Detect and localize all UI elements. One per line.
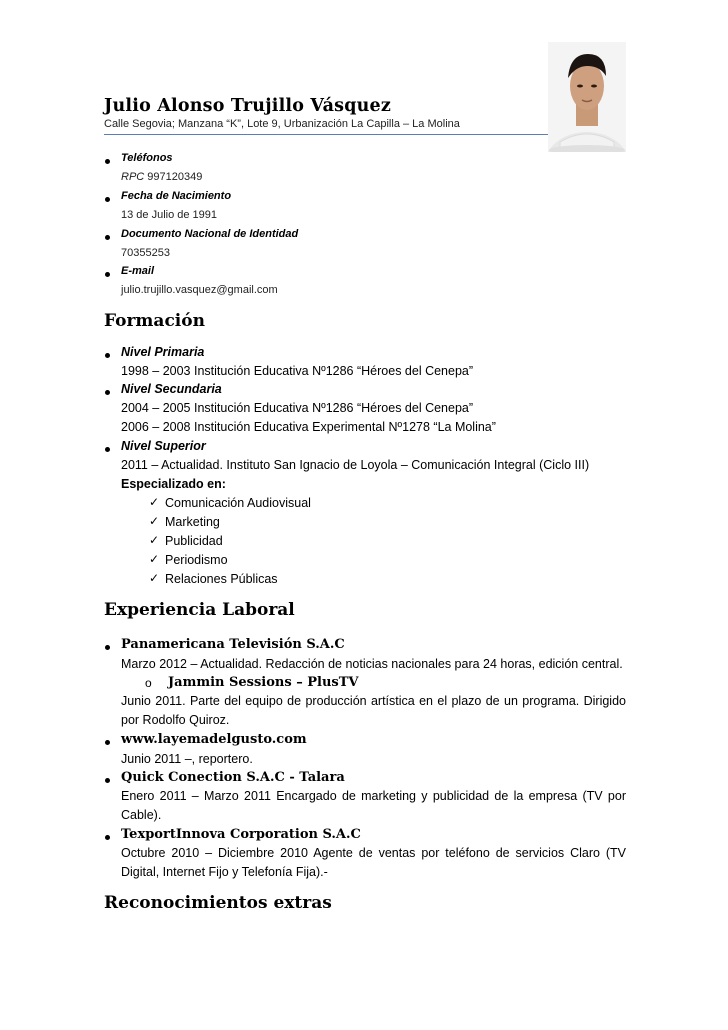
job-2-title: www.layemadelgusto.com: [121, 732, 307, 747]
bullet-icon: [104, 834, 112, 842]
specialty-item: Periodismo: [165, 553, 228, 567]
secondary-label: Nivel Secundaria: [121, 382, 222, 396]
specialty-item: Publicidad: [165, 534, 223, 548]
secondary-line-1: 2004 – 2005 Institución Educativa Nº1286 “Héroes del Cenepa”: [121, 401, 474, 415]
bullet-icon: [104, 158, 112, 166]
specialty-item: Comunicación Audiovisual: [165, 496, 311, 510]
job-1-sub-title: Jammin Sessions – PlusTV: [168, 675, 359, 690]
superior-label: Nivel Superior: [121, 439, 206, 453]
sub-bullet-icon: o: [145, 676, 152, 690]
bullet-icon: [104, 352, 112, 360]
superior-line: 2011 – Actualidad. Instituto San Ignacio de Loyola – Comunicación Integral (Ciclo III): [121, 458, 590, 472]
bullet-icon: [104, 446, 112, 454]
dni-label: Documento Nacional de Identidad: [121, 228, 299, 240]
job-1-line: Marzo 2012 – Actualidad. Redacción de noticias nacionales para 24 horas, edición central.: [121, 657, 623, 671]
specialized-label: Especializado en:: [121, 477, 226, 491]
bullet-icon: [104, 271, 112, 279]
phone-number: 997120349: [147, 171, 203, 183]
candidate-name: Julio Alonso Trujillo Vásquez: [104, 96, 392, 116]
birth-label: Fecha de Nacimiento: [121, 190, 232, 202]
secondary-line-2: 2006 – 2008 Institución Educativa Experimental Nº1278 “La Molina”: [121, 420, 496, 434]
birth-value: 13 de Julio de 1991: [121, 209, 218, 221]
checkmark-icon: ✓: [149, 533, 160, 547]
phones-prefix: RPC: [121, 171, 145, 183]
phones-label: Teléfonos: [121, 152, 173, 164]
bullet-icon: [104, 234, 112, 242]
checkmark-icon: ✓: [149, 514, 160, 528]
job-1-title: Panamericana Televisión S.A.C: [121, 637, 345, 652]
primary-line: 1998 – 2003 Institución Educativa Nº1286 “Héroes del Cenepa”: [121, 364, 474, 378]
checkmark-icon: ✓: [149, 552, 160, 566]
experience-title: Experiencia Laboral: [104, 600, 295, 620]
profile-photo: [548, 42, 626, 152]
job-1-sub-desc: Junio 2011. Parte del equipo de producción artística en el plazo de un programa. Dirigido por Rodolfo Quiroz.: [121, 694, 626, 727]
job-3-title: Quick Conection S.A.C - Talara: [121, 770, 345, 785]
job-4-desc: Octubre 2010 – Diciembre 2010 Agente de ventas por teléfono de servicios Claro (TV Digital, Internet Fijo y Telefonía Fija).-: [121, 846, 626, 879]
phones-value: [121, 171, 202, 183]
job-4-title: TexportInnova Corporation S.A.C: [121, 827, 361, 842]
candidate-address: Calle Segovia; Manzana “K”, Lote 9, Urbanización La Capilla – La Molina: [104, 118, 460, 130]
bullet-icon: [104, 196, 112, 204]
header-divider: [104, 134, 624, 135]
bullet-icon: [104, 777, 112, 785]
email-value: julio.trujillo.vasquez@gmail.com: [121, 284, 278, 296]
job-3-desc: Enero 2011 – Marzo 2011 Encargado de marketing y publicidad de la empresa (TV por Cable).: [121, 789, 626, 822]
dni-value: 70355253: [121, 247, 170, 259]
bullet-icon: [104, 389, 112, 397]
bullet-icon: [104, 644, 112, 652]
job-2-line: Junio 2011 –, reportero.: [121, 752, 253, 766]
education-title: Formación: [104, 311, 205, 331]
primary-label: Nivel Primaria: [121, 345, 205, 359]
specialty-item: Relaciones Públicas: [165, 572, 278, 586]
extras-title: Reconocimientos extras: [104, 893, 332, 913]
bullet-icon: [104, 739, 112, 747]
email-label: E-mail: [121, 265, 155, 277]
checkmark-icon: ✓: [149, 495, 160, 509]
checkmark-icon: ✓: [149, 571, 160, 585]
specialty-item: Marketing: [165, 515, 220, 529]
